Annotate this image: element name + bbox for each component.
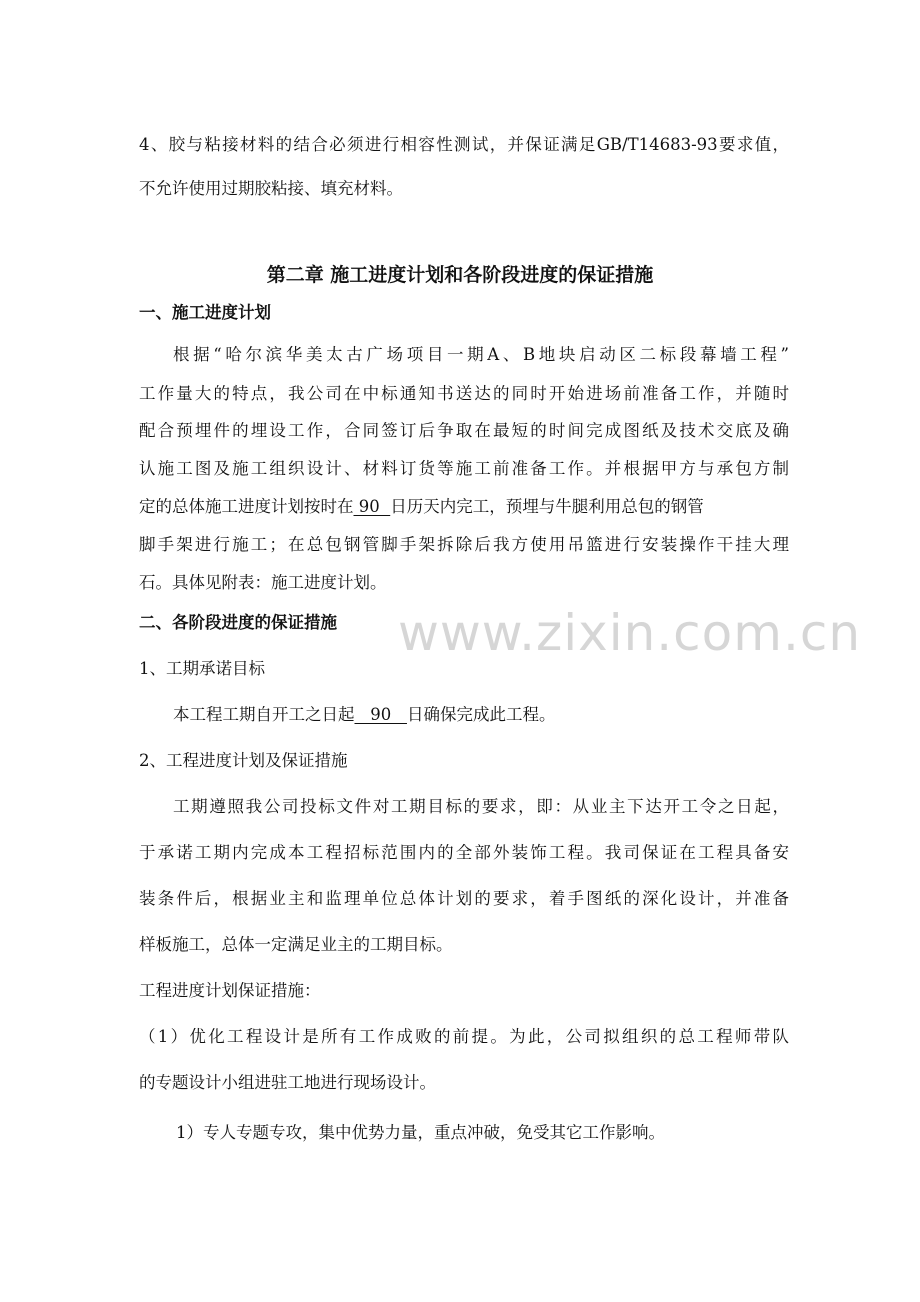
section-1-line-7: 石。具体见附表：施工进度计划。 (139, 573, 387, 592)
section-1-line-5 (139, 496, 789, 518)
paragraph-line-4: 样板施工，总体一定满足业主的工期目标。 (139, 935, 453, 954)
section-1-heading: 一、施工进度计划 (139, 303, 271, 322)
sub-heading-1: 1、工期承诺目标 (139, 659, 265, 678)
paragraph-line-2: 于承诺工期内完成本工程招标范围内的全部外装饰工程。我司保证在工程具备安 (139, 843, 789, 862)
measures-heading: 工程进度计划保证措施： (139, 981, 321, 1000)
paragraph-line-3: 装条件后，根据业主和监理单位总体计划的要求，着手图纸的深化设计，并准备 (139, 889, 789, 908)
section-1-line-3: 配合预埋件的埋设工作，合同签订后争取在最短的时间完成图纸及技术交底及确 (139, 421, 789, 440)
intro-line-2: 不允许使用过期胶粘接、填充材料。 (139, 179, 403, 198)
section-1-line-4: 认施工图及施工组织设计、材料订货等施工前准备工作。并根据甲方与承包方制 (139, 459, 789, 478)
duration-commitment (173, 704, 789, 726)
section-1-line-2: 工作量大的特点，我公司在中标通知书送达的同时开始进场前准备工作，并随时 (139, 384, 789, 403)
section-1-line-1: 根据“哈尔滨华美太古广场项目一期A、B地块启动区二标段幕墙工程” (173, 345, 789, 364)
intro-line-1: 4、胶与粘接材料的结合必须进行相容性测试，并保证满足GB/T14683-93要求值， (139, 135, 789, 154)
section-1-line-5-pre: 定的总体施工进度计划按时在 (139, 497, 354, 516)
section-2-heading: 二、各阶段进度的保证措施 (139, 613, 337, 632)
section-1-line-6: 脚手架进行施工；在总包钢管脚手架拆除后我方使用吊篮进行安装操作干挂大理 (139, 535, 789, 554)
chapter-title: 第二章 施工进度计划和各阶段进度的保证措施 (266, 264, 654, 286)
item-1-line-1: （1）优化工程设计是所有工作成败的前提。为此，公司拟组织的总工程师带队 (139, 1027, 789, 1046)
completion-days: 90 (353, 497, 391, 516)
item-1-sub-1: 1）专人专题专攻，集中优势力量，重点冲破，免受其它工作影响。 (176, 1123, 665, 1142)
watermark: www.zixin.com.cn (398, 604, 862, 662)
sub-heading-2: 2、工程进度计划及保证措施 (139, 751, 348, 770)
paragraph-line-1: 工期遵照我公司投标文件对工期目标的要求，即：从业主下达开工令之日起， (173, 797, 789, 816)
duration-pre: 本工程工期自开工之日起 (173, 705, 355, 724)
duration-post: 日确保完成此工程。 (406, 705, 556, 724)
duration-days: 90 (354, 705, 407, 724)
section-1-line-5-post: 日历天内完工，预埋与牛腿利用总包的钢管 (390, 497, 704, 516)
item-1-line-2: 的专题设计小组进驻工地进行现场设计。 (139, 1073, 436, 1092)
